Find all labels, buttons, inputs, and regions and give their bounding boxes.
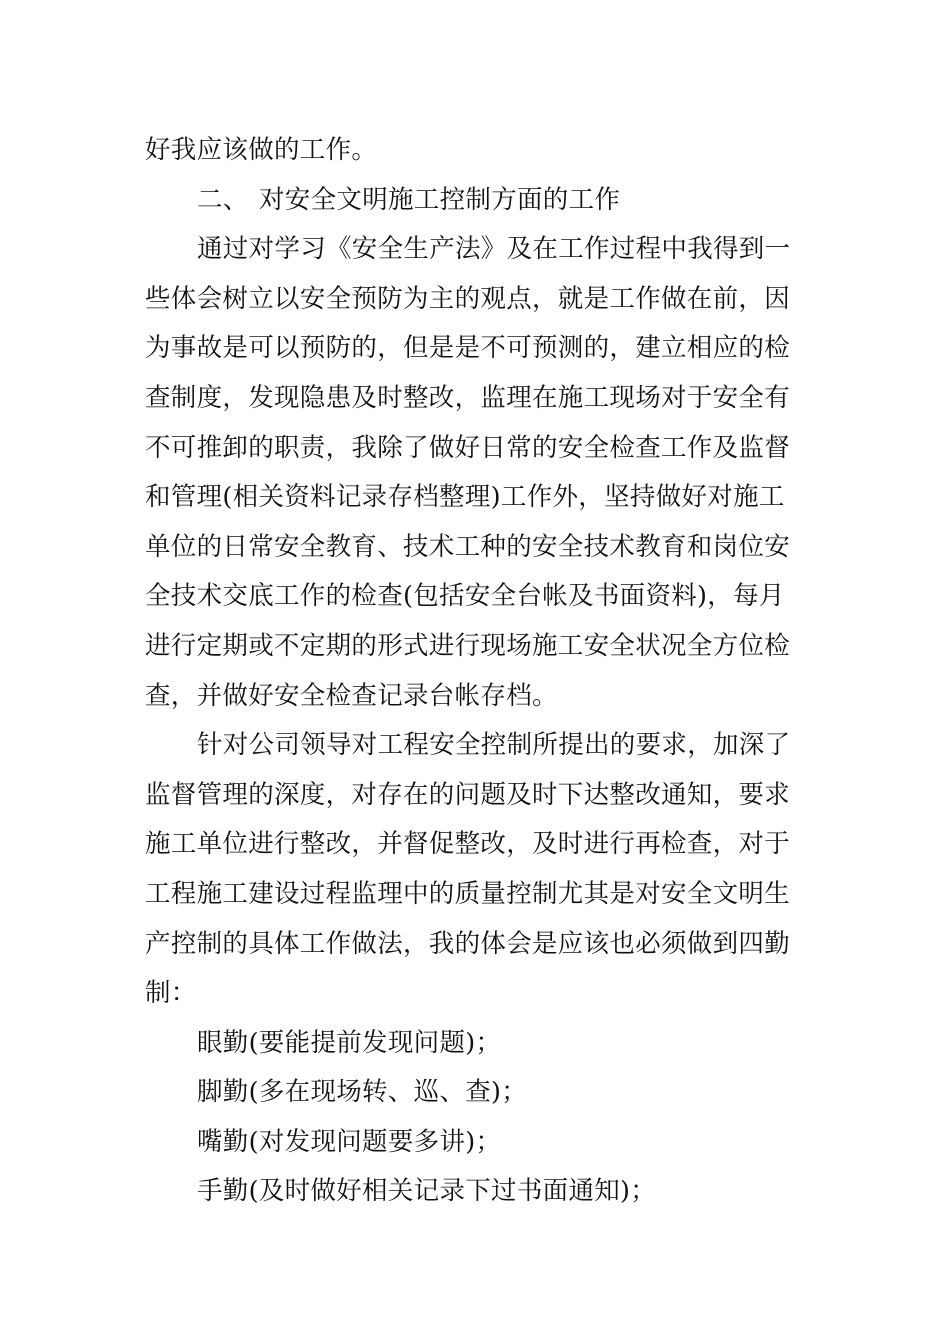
paragraph-line: 产控制的具体工作做法，我的体会是应该也必须做到四勤: [145, 928, 791, 959]
paragraph-line: 监督管理的深度，对存在的问题及时下达整改通知，要求: [145, 779, 791, 810]
section-heading: [145, 176, 810, 226]
paragraph-line: 施工单位进行整改，并督促整改，及时进行再检查，对于: [145, 829, 791, 860]
paragraph-line: 些体会树立以安全预防为主的观点，就是工作做在前，因: [145, 283, 791, 314]
list-item: 手勤(及时做好相关记录下过书面通知)；: [197, 1176, 657, 1207]
list-item: 嘴勤(对发现问题要多讲)；: [197, 1126, 502, 1157]
section-number: 二、: [197, 184, 249, 215]
section-title: 对安全文明施工控制方面的工作: [259, 184, 621, 215]
paragraph-line: 单位的日常安全教育、技术工种的安全技术教育和岗位安: [145, 531, 791, 562]
paragraph-line: 制：: [145, 978, 197, 1009]
paragraph-line: 进行定期或不定期的形式进行现场施工安全状况全方位检: [145, 630, 791, 661]
list-item: 眼勤(要能提前发现问题)；: [197, 1027, 502, 1058]
paragraph-line: 查，并做好安全检查记录台帐存档。: [145, 680, 558, 711]
paragraph-line: 为事故是可以预防的，但是是不可预测的，建立相应的检: [145, 333, 791, 364]
paragraph-line: 和管理(相关资料记录存档整理)工作外，坚持做好对施工: [145, 482, 785, 513]
paragraph-line: 通过对学习《安全生产法》及在工作过程中我得到一: [197, 234, 791, 265]
paragraph-line: 查制度，发现隐患及时整改，监理在施工现场对于安全有: [145, 382, 791, 413]
paragraph-line: 好我应该做的工作。: [145, 135, 378, 165]
paragraph-line: 不可推卸的职责，我除了做好日常的安全检查工作及监督: [145, 432, 791, 463]
paragraph-line: 工程施工建设过程监理中的质量控制尤其是对安全文明生: [145, 878, 791, 909]
document-body: [145, 126, 810, 1217]
paragraph-line: 全技术交底工作的检查(包括安全台帐及书面资料)，每月: [145, 581, 785, 612]
paragraph-line: 针对公司领导对工程安全控制所提出的要求，加深了: [197, 730, 791, 761]
list-item: 脚勤(多在现场转、巡、查)；: [197, 1077, 528, 1108]
